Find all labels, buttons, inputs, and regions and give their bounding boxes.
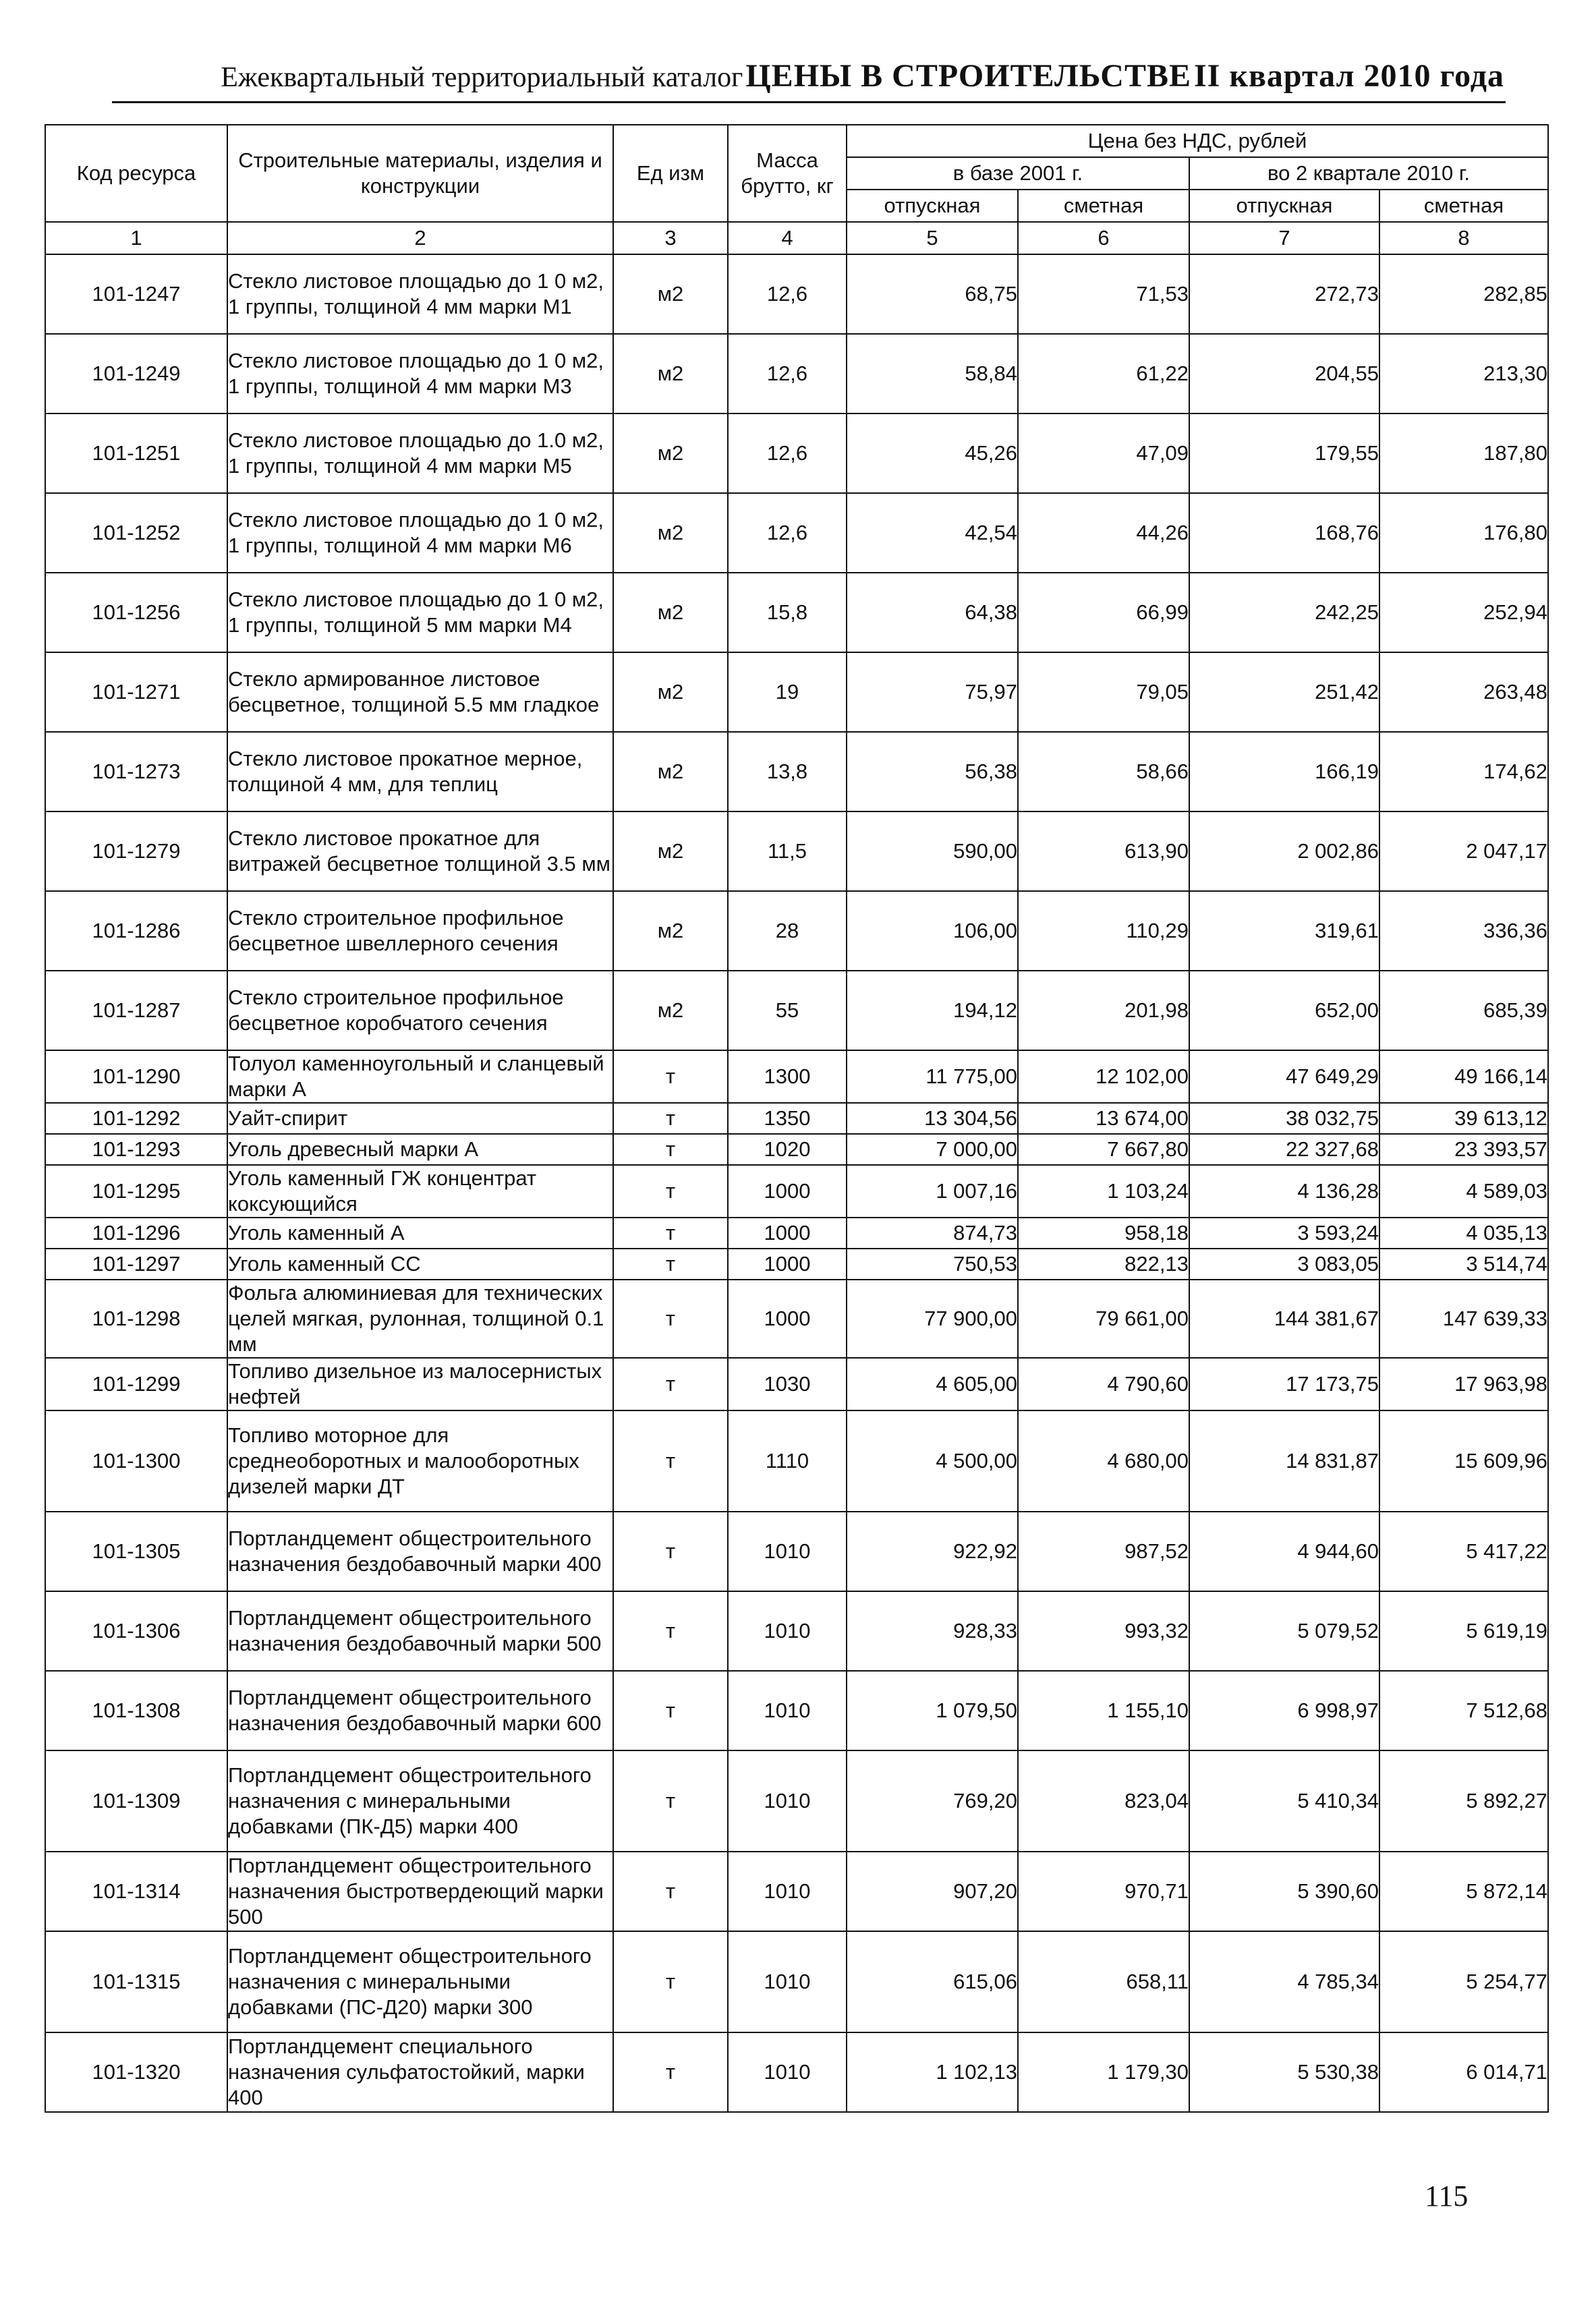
price-release-current: 166,19 — [1189, 732, 1379, 811]
price-release-base: 907,20 — [847, 1852, 1018, 1931]
unit-cell: т — [613, 1512, 728, 1591]
resource-code: 101-1305 — [45, 1512, 227, 1591]
material-name: Портландцемент общестроительного назначения быстротвердеющий марки 500 — [227, 1852, 613, 1931]
column-number: 6 — [1018, 222, 1189, 254]
resource-code: 101-1297 — [45, 1249, 227, 1280]
unit-cell: м2 — [613, 573, 728, 652]
price-release-current: 144 381,67 — [1189, 1280, 1379, 1358]
table-row — [45, 891, 1548, 971]
material-name: Стекло армированное листовое бесцветное, толщиной 5.5 мм гладкое — [227, 652, 613, 732]
price-release-current: 14 831,87 — [1189, 1410, 1379, 1512]
price-release-current: 3 593,24 — [1189, 1218, 1379, 1249]
material-name: Стекло листовое площадью до 1 0 м2, 1 группы, толщиной 4 мм марки М1 — [227, 254, 613, 334]
resource-code: 101-1286 — [45, 891, 227, 971]
price-estimate-base: 958,18 — [1018, 1218, 1189, 1249]
header-base: в базе 2001 г. — [847, 157, 1189, 190]
header-release-current: отпускная — [1189, 190, 1379, 222]
price-release-current: 4 136,28 — [1189, 1165, 1379, 1218]
table-row — [45, 1134, 1548, 1165]
column-number: 3 — [613, 222, 728, 254]
price-release-base: 45,26 — [847, 413, 1018, 493]
unit-cell: м2 — [613, 652, 728, 732]
unit-cell: т — [613, 1050, 728, 1103]
unit-cell: т — [613, 1671, 728, 1750]
unit-cell: т — [613, 1218, 728, 1249]
price-release-base: 590,00 — [847, 811, 1018, 891]
resource-code: 101-1295 — [45, 1165, 227, 1218]
price-estimate-current: 252,94 — [1379, 573, 1548, 652]
header-suffix: II квартал 2010 года — [1193, 58, 1504, 94]
table-row — [45, 413, 1548, 493]
price-release-base: 75,97 — [847, 652, 1018, 732]
price-estimate-base: 7 667,80 — [1018, 1134, 1189, 1165]
mass-cell: 1030 — [728, 1358, 847, 1410]
price-release-base: 922,92 — [847, 1512, 1018, 1591]
mass-cell: 1000 — [728, 1165, 847, 1218]
price-estimate-base: 79,05 — [1018, 652, 1189, 732]
table-row — [45, 652, 1548, 732]
mass-cell: 1350 — [728, 1103, 847, 1134]
resource-code: 101-1299 — [45, 1358, 227, 1410]
mass-cell: 19 — [728, 652, 847, 732]
material-name: Уголь каменный СС — [227, 1249, 613, 1280]
material-name: Портландцемент общестроительного назначения бездобавочный марки 400 — [227, 1512, 613, 1591]
price-release-current: 5 079,52 — [1189, 1591, 1379, 1671]
price-estimate-base: 823,04 — [1018, 1750, 1189, 1852]
table-row — [45, 1218, 1548, 1249]
material-name: Портландцемент общестроительного назначения бездобавочный марки 500 — [227, 1591, 613, 1671]
column-number: 8 — [1379, 222, 1548, 254]
resource-code: 101-1251 — [45, 413, 227, 493]
price-estimate-base: 110,29 — [1018, 891, 1189, 971]
mass-cell: 55 — [728, 971, 847, 1050]
resource-code: 101-1292 — [45, 1103, 227, 1134]
table-row — [45, 573, 1548, 652]
price-release-current: 251,42 — [1189, 652, 1379, 732]
mass-cell: 1110 — [728, 1410, 847, 1512]
material-name: Стекло строительное профильное бесцветное коробчатого сечения — [227, 971, 613, 1050]
resource-code: 101-1300 — [45, 1410, 227, 1512]
price-release-current: 168,76 — [1189, 493, 1379, 573]
table-row — [45, 2032, 1548, 2112]
header-estimate-base: сметная — [1018, 190, 1189, 222]
table-row — [45, 1512, 1548, 1591]
header-release-base: отпускная — [847, 190, 1018, 222]
price-estimate-base: 4 790,60 — [1018, 1358, 1189, 1410]
unit-cell: т — [613, 1931, 728, 2032]
price-release-current: 204,55 — [1189, 334, 1379, 413]
unit-cell: м2 — [613, 971, 728, 1050]
material-name: Уголь древесный марки А — [227, 1134, 613, 1165]
price-release-base: 42,54 — [847, 493, 1018, 573]
mass-cell: 1300 — [728, 1050, 847, 1103]
resource-code: 101-1309 — [45, 1750, 227, 1852]
price-release-current: 4 785,34 — [1189, 1931, 1379, 2032]
price-release-base: 194,12 — [847, 971, 1018, 1050]
price-release-base: 56,38 — [847, 732, 1018, 811]
header-unit: Ед изм — [613, 125, 728, 222]
price-release-current: 3 083,05 — [1189, 1249, 1379, 1280]
header-estimate-current: сметная — [1379, 190, 1548, 222]
unit-cell: м2 — [613, 493, 728, 573]
price-estimate-base: 970,71 — [1018, 1852, 1189, 1931]
price-estimate-base: 47,09 — [1018, 413, 1189, 493]
price-estimate-current: 6 014,71 — [1379, 2032, 1548, 2112]
price-estimate-base: 613,90 — [1018, 811, 1189, 891]
price-release-current: 272,73 — [1189, 254, 1379, 334]
resource-code: 101-1315 — [45, 1931, 227, 2032]
price-release-current: 47 649,29 — [1189, 1050, 1379, 1103]
price-estimate-current: 147 639,33 — [1379, 1280, 1548, 1358]
header-prefix: Ежеквартальный территориальный каталог — [221, 62, 743, 93]
header-current: во 2 квартале 2010 г. — [1189, 157, 1548, 190]
material-name: Портландцемент общестроительного назначения с минеральными добавками (ПК-Д5) марки 400 — [227, 1750, 613, 1852]
resource-code: 101-1252 — [45, 493, 227, 573]
price-estimate-current: 4 035,13 — [1379, 1218, 1548, 1249]
material-name: Стекло листовое площадью до 1 0 м2, 1 группы, толщиной 5 мм марки М4 — [227, 573, 613, 652]
mass-cell: 1010 — [728, 1931, 847, 2032]
material-name: Топливо дизельное из малосернистых нефтей — [227, 1358, 613, 1410]
header-code: Код ресурса — [45, 125, 227, 222]
mass-cell: 1010 — [728, 1671, 847, 1750]
resource-code: 101-1306 — [45, 1591, 227, 1671]
material-name: Стекло листовое площадью до 1 0 м2, 1 группы, толщиной 4 мм марки М3 — [227, 334, 613, 413]
material-name: Уголь каменный А — [227, 1218, 613, 1249]
resource-code: 101-1293 — [45, 1134, 227, 1165]
mass-cell: 1000 — [728, 1280, 847, 1358]
header-mass: Масса брутто, кг — [728, 125, 847, 222]
mass-cell: 1010 — [728, 1750, 847, 1852]
price-release-base: 7 000,00 — [847, 1134, 1018, 1165]
price-estimate-current: 5 619,19 — [1379, 1591, 1548, 1671]
price-release-base: 4 500,00 — [847, 1410, 1018, 1512]
price-estimate-current: 23 393,57 — [1379, 1134, 1548, 1165]
price-estimate-current: 5 872,14 — [1379, 1852, 1548, 1931]
price-estimate-base: 61,22 — [1018, 334, 1189, 413]
price-estimate-current: 5 254,77 — [1379, 1931, 1548, 2032]
price-release-base: 615,06 — [847, 1931, 1018, 2032]
price-estimate-current: 4 589,03 — [1379, 1165, 1548, 1218]
price-release-current: 5 390,60 — [1189, 1852, 1379, 1931]
column-number: 7 — [1189, 222, 1379, 254]
resource-code: 101-1287 — [45, 971, 227, 1050]
price-estimate-current: 39 613,12 — [1379, 1103, 1548, 1134]
table-row — [45, 1249, 1548, 1280]
table-row — [45, 1591, 1548, 1671]
table-row — [45, 1750, 1548, 1852]
price-release-base: 11 775,00 — [847, 1050, 1018, 1103]
unit-cell: т — [613, 2032, 728, 2112]
price-release-base: 874,73 — [847, 1218, 1018, 1249]
price-release-current: 5 530,38 — [1189, 2032, 1379, 2112]
table-row — [45, 1103, 1548, 1134]
price-estimate-base: 993,32 — [1018, 1591, 1189, 1671]
price-estimate-current: 213,30 — [1379, 334, 1548, 413]
material-name: Уголь каменный ГЖ концентрат коксующийся — [227, 1165, 613, 1218]
unit-cell: т — [613, 1280, 728, 1358]
material-name: Стекло листовое площадью до 1.0 м2, 1 группы, толщиной 4 мм марки М5 — [227, 413, 613, 493]
price-release-current: 38 032,75 — [1189, 1103, 1379, 1134]
resource-code: 101-1298 — [45, 1280, 227, 1358]
price-estimate-base: 12 102,00 — [1018, 1050, 1189, 1103]
price-release-current: 179,55 — [1189, 413, 1379, 493]
price-release-base: 77 900,00 — [847, 1280, 1018, 1358]
price-estimate-base: 44,26 — [1018, 493, 1189, 573]
mass-cell: 12,6 — [728, 493, 847, 573]
table-row — [45, 971, 1548, 1050]
column-number: 4 — [728, 222, 847, 254]
table-row — [45, 1280, 1548, 1358]
price-estimate-base: 822,13 — [1018, 1249, 1189, 1280]
price-estimate-current: 282,85 — [1379, 254, 1548, 334]
header-title: ЦЕНЫ В СТРОИТЕЛЬСТВЕ — [745, 58, 1191, 94]
price-estimate-current: 187,80 — [1379, 413, 1548, 493]
price-release-base: 928,33 — [847, 1591, 1018, 1671]
material-name: Стекло листовое площадью до 1 0 м2, 1 группы, толщиной 4 мм марки М6 — [227, 493, 613, 573]
price-estimate-current: 5 417,22 — [1379, 1512, 1548, 1591]
mass-cell: 1010 — [728, 1512, 847, 1591]
material-name: Толуол каменноугольный и сланцевый марки А — [227, 1050, 613, 1103]
table-row — [45, 811, 1548, 891]
unit-cell: т — [613, 1358, 728, 1410]
table-row — [45, 1852, 1548, 1931]
price-release-current: 2 002,86 — [1189, 811, 1379, 891]
material-name: Портландцемент общестроительного назначения с минеральными добавками (ПС-Д20) марки 300 — [227, 1931, 613, 2032]
price-release-base: 4 605,00 — [847, 1358, 1018, 1410]
mass-cell: 12,6 — [728, 254, 847, 334]
resource-code: 101-1314 — [45, 1852, 227, 1931]
mass-cell: 1020 — [728, 1134, 847, 1165]
mass-cell: 13,8 — [728, 732, 847, 811]
mass-cell: 1000 — [728, 1218, 847, 1249]
price-estimate-base: 1 155,10 — [1018, 1671, 1189, 1750]
price-estimate-base: 79 661,00 — [1018, 1280, 1189, 1358]
table-row — [45, 334, 1548, 413]
resource-code: 101-1273 — [45, 732, 227, 811]
price-release-current: 22 327,68 — [1189, 1134, 1379, 1165]
material-name: Стекло листовое прокатное для витражей бесцветное толщиной 3.5 мм — [227, 811, 613, 891]
price-estimate-current: 336,36 — [1379, 891, 1548, 971]
price-estimate-current: 176,80 — [1379, 493, 1548, 573]
unit-cell: т — [613, 1410, 728, 1512]
material-name: Уайт-спирит — [227, 1103, 613, 1134]
resource-code: 101-1296 — [45, 1218, 227, 1249]
price-estimate-base: 13 674,00 — [1018, 1103, 1189, 1134]
table-body — [45, 254, 1548, 2112]
column-number: 2 — [227, 222, 613, 254]
header-price: Цена без НДС, рублей — [847, 125, 1548, 157]
price-release-base: 1 007,16 — [847, 1165, 1018, 1218]
resource-code: 101-1271 — [45, 652, 227, 732]
unit-cell: м2 — [613, 732, 728, 811]
unit-cell: т — [613, 1165, 728, 1218]
price-release-base: 64,38 — [847, 573, 1018, 652]
unit-cell: т — [613, 1103, 728, 1134]
resource-code: 101-1290 — [45, 1050, 227, 1103]
price-estimate-base: 4 680,00 — [1018, 1410, 1189, 1512]
table-row — [45, 1358, 1548, 1410]
table-row — [45, 1410, 1548, 1512]
price-release-current: 319,61 — [1189, 891, 1379, 971]
page-header — [0, 57, 1504, 94]
price-estimate-base: 58,66 — [1018, 732, 1189, 811]
price-release-current: 4 944,60 — [1189, 1512, 1379, 1591]
price-estimate-base: 1 103,24 — [1018, 1165, 1189, 1218]
price-release-current: 242,25 — [1189, 573, 1379, 652]
material-name: Топливо моторное для среднеоборотных и малооборотных дизелей марки ДТ — [227, 1410, 613, 1512]
price-release-base: 13 304,56 — [847, 1103, 1018, 1134]
price-estimate-base: 201,98 — [1018, 971, 1189, 1050]
unit-cell: т — [613, 1750, 728, 1852]
unit-cell: м2 — [613, 254, 728, 334]
mass-cell: 12,6 — [728, 413, 847, 493]
material-name: Фольга алюминиевая для технических целей мягкая, рулонная, толщиной 0.1 мм — [227, 1280, 613, 1358]
resource-code: 101-1249 — [45, 334, 227, 413]
price-estimate-current: 685,39 — [1379, 971, 1548, 1050]
price-estimate-current: 17 963,98 — [1379, 1358, 1548, 1410]
table-row — [45, 254, 1548, 334]
resource-code: 101-1247 — [45, 254, 227, 334]
unit-cell: м2 — [613, 891, 728, 971]
resource-code: 101-1279 — [45, 811, 227, 891]
price-release-base: 68,75 — [847, 254, 1018, 334]
price-table — [45, 124, 1549, 2113]
price-estimate-base: 66,99 — [1018, 573, 1189, 652]
price-estimate-current: 15 609,96 — [1379, 1410, 1548, 1512]
material-name: Стекло листовое прокатное мерное, толщиной 4 мм, для теплиц — [227, 732, 613, 811]
price-release-base: 750,53 — [847, 1249, 1018, 1280]
resource-code: 101-1256 — [45, 573, 227, 652]
price-estimate-current: 174,62 — [1379, 732, 1548, 811]
unit-cell: т — [613, 1134, 728, 1165]
material-name: Портландцемент общестроительного назначения бездобавочный марки 600 — [227, 1671, 613, 1750]
price-release-base: 1 079,50 — [847, 1671, 1018, 1750]
price-release-base: 769,20 — [847, 1750, 1018, 1852]
price-estimate-current: 2 047,17 — [1379, 811, 1548, 891]
header-rule — [112, 101, 1506, 103]
price-estimate-base: 987,52 — [1018, 1512, 1189, 1591]
price-estimate-base: 658,11 — [1018, 1931, 1189, 2032]
mass-cell: 28 — [728, 891, 847, 971]
price-estimate-current: 49 166,14 — [1379, 1050, 1548, 1103]
unit-cell: м2 — [613, 334, 728, 413]
column-number: 5 — [847, 222, 1018, 254]
unit-cell: т — [613, 1852, 728, 1931]
mass-cell: 1010 — [728, 1591, 847, 1671]
column-number: 1 — [45, 222, 227, 254]
page-number: 115 — [1425, 2179, 1469, 2213]
price-estimate-current: 263,48 — [1379, 652, 1548, 732]
table-row — [45, 493, 1548, 573]
price-estimate-base: 71,53 — [1018, 254, 1189, 334]
price-estimate-current: 5 892,27 — [1379, 1750, 1548, 1852]
table-row — [45, 1931, 1548, 2032]
price-release-current: 6 998,97 — [1189, 1671, 1379, 1750]
price-release-base: 106,00 — [847, 891, 1018, 971]
unit-cell: т — [613, 1591, 728, 1671]
price-release-current: 5 410,34 — [1189, 1750, 1379, 1852]
unit-cell: м2 — [613, 811, 728, 891]
mass-cell: 1010 — [728, 1852, 847, 1931]
resource-code: 101-1320 — [45, 2032, 227, 2112]
material-name: Портландцемент специального назначения сульфатостойкий, марки 400 — [227, 2032, 613, 2112]
unit-cell: м2 — [613, 413, 728, 493]
price-estimate-base: 1 179,30 — [1018, 2032, 1189, 2112]
mass-cell: 15,8 — [728, 573, 847, 652]
price-release-base: 1 102,13 — [847, 2032, 1018, 2112]
table-row — [45, 1671, 1548, 1750]
table-row — [45, 732, 1548, 811]
price-release-base: 58,84 — [847, 334, 1018, 413]
mass-cell: 1010 — [728, 2032, 847, 2112]
price-release-current: 652,00 — [1189, 971, 1379, 1050]
mass-cell: 11,5 — [728, 811, 847, 891]
price-estimate-current: 3 514,74 — [1379, 1249, 1548, 1280]
mass-cell: 1000 — [728, 1249, 847, 1280]
price-estimate-current: 7 512,68 — [1379, 1671, 1548, 1750]
table-row — [45, 1165, 1548, 1218]
mass-cell: 12,6 — [728, 334, 847, 413]
resource-code: 101-1308 — [45, 1671, 227, 1750]
header-name: Строительные материалы, изделия и конструкции — [227, 125, 613, 222]
table-row — [45, 1050, 1548, 1103]
material-name: Стекло строительное профильное бесцветное швеллерного сечения — [227, 891, 613, 971]
unit-cell: т — [613, 1249, 728, 1280]
price-release-current: 17 173,75 — [1189, 1358, 1379, 1410]
